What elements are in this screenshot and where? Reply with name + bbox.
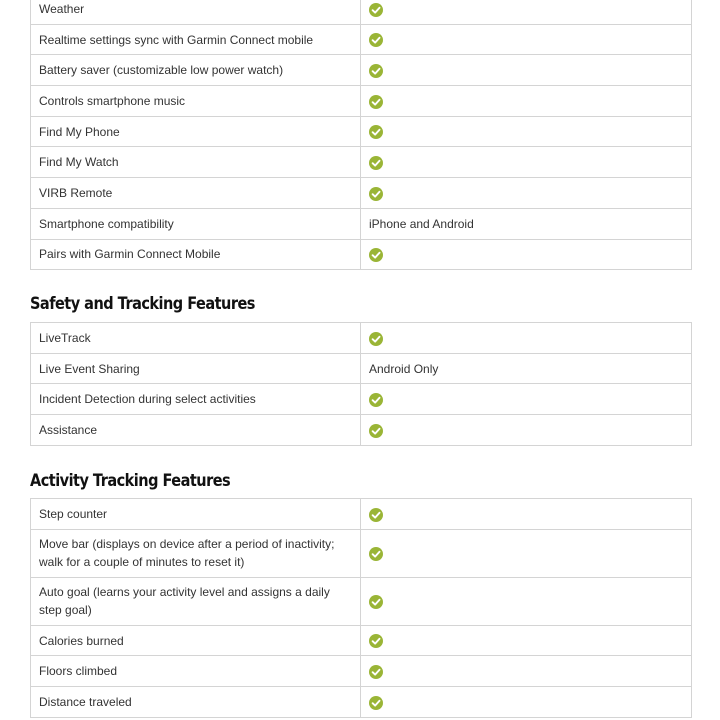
feature-label: LiveTrack <box>31 323 361 354</box>
check-icon <box>369 187 383 201</box>
check-icon <box>369 3 383 17</box>
feature-label: Pairs with Garmin Connect Mobile <box>31 239 361 270</box>
check-icon <box>369 156 383 170</box>
table-row <box>31 384 692 415</box>
feature-value-cell <box>361 323 692 354</box>
feature-value-cell <box>361 55 692 86</box>
feature-value-cell <box>361 24 692 55</box>
table-row <box>31 86 692 117</box>
feature-label: Move bar (displays on device after a period of inactivity; walk for a couple of minutes to reset it) <box>31 529 361 577</box>
feature-value-cell <box>361 86 692 117</box>
check-icon <box>369 665 383 679</box>
feature-label: Controls smartphone music <box>31 86 361 117</box>
safety-section-heading: Safety and Tracking Features <box>30 294 255 313</box>
table-row <box>31 24 692 55</box>
feature-value-cell <box>361 625 692 656</box>
feature-label: Find My Watch <box>31 147 361 178</box>
check-icon <box>369 595 383 609</box>
feature-value-cell <box>361 178 692 209</box>
table-row <box>31 625 692 656</box>
table-row <box>31 353 692 384</box>
table-row <box>31 208 692 239</box>
check-icon <box>369 424 383 438</box>
feature-value-cell <box>361 499 692 530</box>
feature-label: Weather <box>31 0 361 24</box>
feature-value-cell <box>361 239 692 270</box>
feature-label: Assistance <box>31 415 361 446</box>
feature-value-cell <box>361 116 692 147</box>
table-row <box>31 55 692 86</box>
feature-label: Battery saver (customizable low power watch) <box>31 55 361 86</box>
check-icon <box>369 547 383 561</box>
check-icon <box>369 393 383 407</box>
feature-value-cell <box>361 147 692 178</box>
connectivity-features-table <box>30 0 692 270</box>
check-icon <box>369 95 383 109</box>
feature-value-cell <box>361 415 692 446</box>
feature-value: iPhone and Android <box>361 208 692 239</box>
check-icon <box>369 125 383 139</box>
activity-section-heading: Activity Tracking Features <box>30 471 231 490</box>
feature-label: Floors climbed <box>31 656 361 687</box>
feature-value-cell <box>361 0 692 24</box>
feature-label: Live Event Sharing <box>31 353 361 384</box>
check-icon <box>369 696 383 710</box>
table-row <box>31 178 692 209</box>
feature-label: VIRB Remote <box>31 178 361 209</box>
feature-label: Smartphone compatibility <box>31 208 361 239</box>
safety-features-table <box>30 322 692 446</box>
feature-label: Calories burned <box>31 625 361 656</box>
feature-label: Realtime settings sync with Garmin Connect mobile <box>31 24 361 55</box>
check-icon <box>369 634 383 648</box>
feature-value-cell <box>361 687 692 718</box>
table-row <box>31 147 692 178</box>
feature-label: Auto goal (learns your activity level and assigns a daily step goal) <box>31 577 361 625</box>
table-row <box>31 656 692 687</box>
feature-label: Find My Phone <box>31 116 361 147</box>
table-row <box>31 687 692 718</box>
check-icon <box>369 64 383 78</box>
table-row <box>31 499 692 530</box>
table-row <box>31 577 692 625</box>
table-row <box>31 116 692 147</box>
table-row <box>31 323 692 354</box>
feature-label: Distance traveled <box>31 687 361 718</box>
table-row <box>31 0 692 24</box>
feature-value: Android Only <box>361 353 692 384</box>
check-icon <box>369 332 383 346</box>
feature-label: Step counter <box>31 499 361 530</box>
feature-value-cell <box>361 656 692 687</box>
table-row <box>31 239 692 270</box>
table-row <box>31 415 692 446</box>
feature-value-cell <box>361 529 692 577</box>
feature-value-cell <box>361 384 692 415</box>
check-icon <box>369 33 383 47</box>
feature-value-cell <box>361 577 692 625</box>
activity-features-table <box>30 498 692 718</box>
check-icon <box>369 248 383 262</box>
check-icon <box>369 508 383 522</box>
table-row <box>31 529 692 577</box>
feature-label: Incident Detection during select activities <box>31 384 361 415</box>
